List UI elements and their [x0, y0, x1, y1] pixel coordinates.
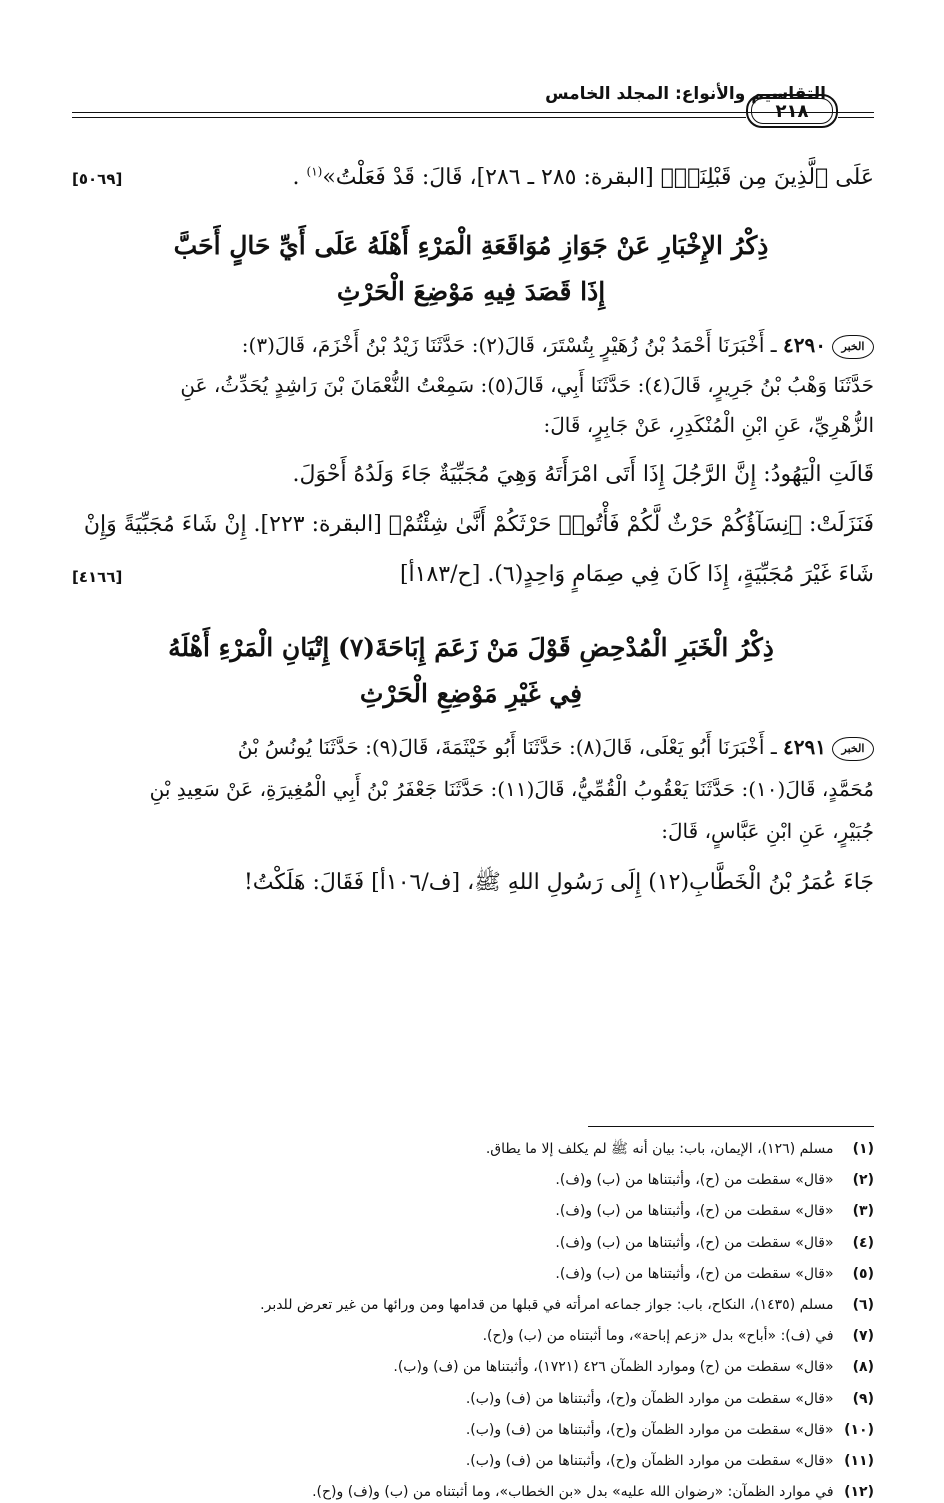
- hadith-badge-icon: الخبر: [832, 335, 874, 359]
- hadith-4291-isnad-line-3: جُبَيْرٍ، عَنِ ابْنِ عَبَّاسٍ، قَالَ:: [661, 819, 874, 843]
- footnote-number: (٩): [852, 1390, 874, 1407]
- footnote-number: (١٠): [844, 1421, 874, 1438]
- isnad-text: ـ أَخْبَرَنَا أَبُو يَعْلَى، قَالَ(٨): حَدَّثَنَا أَبُو خَيْثَمَةَ، قَالَ(٩): حَدَّثَنَا يُونُسُ بْنُ: [237, 735, 777, 759]
- hadith-4290-isnad-line-3: الزُّهْرِيِّ، عَنِ ابْنِ الْمُنْكَدِرِ، عَنْ جَابِرٍ، قَالَ:: [543, 413, 874, 437]
- footnote-text: «قال» سقطت من (ح)، وأثبتناها من (ب) و(ف).: [555, 1234, 838, 1251]
- footnote-text: «قال» سقطت من موارد الظمآن و(ح)، وأثبتناها من (ف) و(ب).: [465, 1390, 838, 1407]
- footnote-item: [68, 1138, 874, 1160]
- footnote-text: «قال» سقطت من (ح)، وأثبتناها من (ب) و(ف).: [555, 1265, 838, 1282]
- footnote-item: [68, 1200, 874, 1222]
- chapter-heading-2-line-1: ذِكْرُ الْخَبَرِ الْمُدْحِضِ قَوْلَ مَنْ زَعَمَ إِبَاحَةَ(٧) إِتْيَانِ الْمَرْءِ أَهْلَهُ: [168, 633, 774, 662]
- running-header-title: التقاسيم والأنواع: المجلد الخامس: [545, 84, 826, 104]
- hadith-badge-icon: الخبر: [832, 737, 874, 761]
- footnote-number: (٦): [852, 1297, 874, 1313]
- footnote-text: «قال» سقطت من (ح)، وأثبتناها من (ب) و(ف).: [555, 1203, 838, 1220]
- hadith-4290-matn-line-2: فَنَزَلَتْ: ﴿نِسَآؤُكُمْ حَرْثٌ لَّكُمْ فَأْتُوا۟ حَرْثَكُمْ أَنَّىٰ شِئْتُمْ﴾ [البقرة: ٢٢٣]. إِنْ شَاءَ مُجَبِّيَةً وَإِنْ: [83, 512, 874, 537]
- hadith-4291-isnad-line-1: [68, 732, 874, 762]
- footnote-item: [68, 1232, 874, 1254]
- hadith-reference-number: [٥٠٦٩]: [72, 170, 123, 188]
- hadith-number: ٤٢٩٠: [783, 333, 826, 357]
- footnote-item: [68, 1481, 874, 1503]
- footnote-text: «قال» سقطت من (ح)، وأثبتناها من (ب) و(ف).: [555, 1172, 838, 1189]
- hadith-4290-matn-line-3: شَاءَ غَيْرَ مُجَبِّيَةٍ، إِذَا كَانَ فِي صِمَامٍ وَاحِدٍ(٦). [ح/١٨٣أ]: [399, 562, 874, 587]
- footnote-text: «قال» سقطت من (ح) وموارد الظمآن ٤٢٦ (١٧٢١)، وأثبتناها من (ف) و(ب).: [393, 1359, 838, 1376]
- footnote-number: (٤): [852, 1234, 874, 1251]
- hadith-4290-isnad-line-1: [68, 330, 874, 360]
- footnote-item: [68, 1169, 874, 1191]
- footnote-item: [68, 1419, 874, 1441]
- hadith-number: ٤٢٩١: [783, 735, 826, 759]
- page-number: ٢١٨: [751, 98, 833, 124]
- footnote-number: (٥): [852, 1265, 874, 1282]
- footnote-text: مسلم (١٤٣٥)، النكاح، باب: جواز جماعه امرأته في قبلها من قدامها ومن ورائها من غير تعرض للدبر.: [260, 1297, 838, 1313]
- chapter-heading-1-line-1: ذِكْرُ الإِخْبَارِ عَنْ جَوَازِ مُوَاقَعَةِ الْمَرْءِ أَهْلَهُ عَلَى أَيِّ حَالٍ أَحَبَّ: [173, 231, 769, 260]
- footnote-item: [68, 1325, 874, 1347]
- footnote-number: (١١): [844, 1453, 874, 1469]
- footnote-item: [68, 1450, 874, 1472]
- header-rule-bottom-right: [838, 117, 874, 118]
- chapter-heading-2-line-2: فِي غَيْرِ مَوْضِعِ الْحَرْثِ: [359, 679, 583, 708]
- page-number-frame: [746, 94, 838, 128]
- footnote-number: (٧): [852, 1328, 874, 1345]
- footnote-number: (٢): [852, 1172, 874, 1189]
- footnote-item: [68, 1294, 874, 1316]
- footnote-number: (١): [852, 1141, 874, 1157]
- header-rule-bottom-left: [72, 117, 746, 118]
- isnad-text: ـ أَخْبَرَنَا أَحْمَدُ بْنُ زُهَيْرٍ بِتُسْتَرَ، قَالَ(٢): حَدَّثَنَا زَيْدُ بْنُ أَخْزَمَ، قَالَ(٣):: [241, 333, 777, 357]
- footnote-text: مسلم (١٢٦)، الإيمان، باب: بيان أنه ﷺ لم يكلف إلا ما يطاق.: [485, 1141, 838, 1157]
- hadith-4290-matn-line-1: قَالَتِ الْيَهُودُ: إِنَّ الرَّجُلَ إِذَا أَتَى امْرَأَتَهُ وَهِيَ مُجَبِّيَةٌ جَاءَ وَلَدُهُ أَحْوَلَ.: [292, 462, 874, 487]
- hadith-4291-matn-line-1: جَاءَ عُمَرُ بْنُ الْخَطَّابِ(١٢) إِلَى رَسُولِ اللهِ ﷺ، [ف/١٠٦أ] فَقَالَ: هَلَكْتُ!: [243, 870, 874, 895]
- footnote-number: (٣): [852, 1203, 874, 1220]
- footnote-item: [68, 1388, 874, 1410]
- hadith-4290-isnad-line-2: حَدَّثَنَا وَهْبُ بْنُ جَرِيرٍ، قَالَ(٤): حَدَّثَنَا أَبِي، قَالَ(٥): سَمِعْتُ النُّعْمَانَ بْنَ رَاشِدٍ يُحَدِّثُ، عَنِ: [180, 373, 874, 397]
- footnote-separator: [588, 1126, 874, 1127]
- footnote-number: (١٢): [844, 1484, 874, 1501]
- continuation-line: عَلَى ٱلَّذِينَ مِن قَبْلِنَاۚ﴾ [البقرة: ٢٨٥ ـ ٢٨٦]، قَالَ: قَدْ فَعَلْتُ»$^{(١)}$ .: [292, 164, 874, 190]
- footnote-marker: (١): [306, 164, 323, 179]
- footnote-number: (٨): [852, 1359, 874, 1376]
- footnote-text: «قال» سقطت من موارد الظمآن و(ح)، وأثبتناها من (ف) و(ب).: [465, 1453, 838, 1469]
- footnote-item: [68, 1263, 874, 1285]
- footnote-item: [68, 1356, 874, 1378]
- hadith-4291-isnad-line-2: مُحَمَّدٍ، قَالَ(١٠): حَدَّثَنَا يَعْقُوبُ الْقُمِّيُّ، قَالَ(١١): حَدَّثَنَا جَعْفَرُ بْنُ أَبِي الْمُغِيرَةِ، عَنْ سَعِيدِ بْنِ: [149, 777, 874, 801]
- footnote-text: «قال» سقطت من موارد الظمآن و(ح)، وأثبتناها من (ف) و(ب).: [465, 1421, 838, 1438]
- footnote-text: في (ف): «أباح» بدل «زعم إباحة»، وما أثبتناه من (ب) و(ح).: [482, 1328, 838, 1345]
- footnote-text: في موارد الظمآن: «رضوان الله عليه» بدل «بن الخطاب»، وما أثبتناه من (ب) و(ف) و(ح).: [312, 1484, 838, 1501]
- continuation-text: عَلَى ٱلَّذِينَ مِن قَبْلِنَاۚ﴾ [البقرة: ٢٨٥ ـ ٢٨٦]، قَالَ: قَدْ فَعَلْتُ»: [322, 165, 874, 190]
- chapter-heading-1-line-2: إِذَا قَصَدَ فِيهِ مَوْضِعَ الْحَرْثِ: [336, 277, 606, 306]
- hadith-reference-number: [٤١٦٦]: [72, 568, 123, 586]
